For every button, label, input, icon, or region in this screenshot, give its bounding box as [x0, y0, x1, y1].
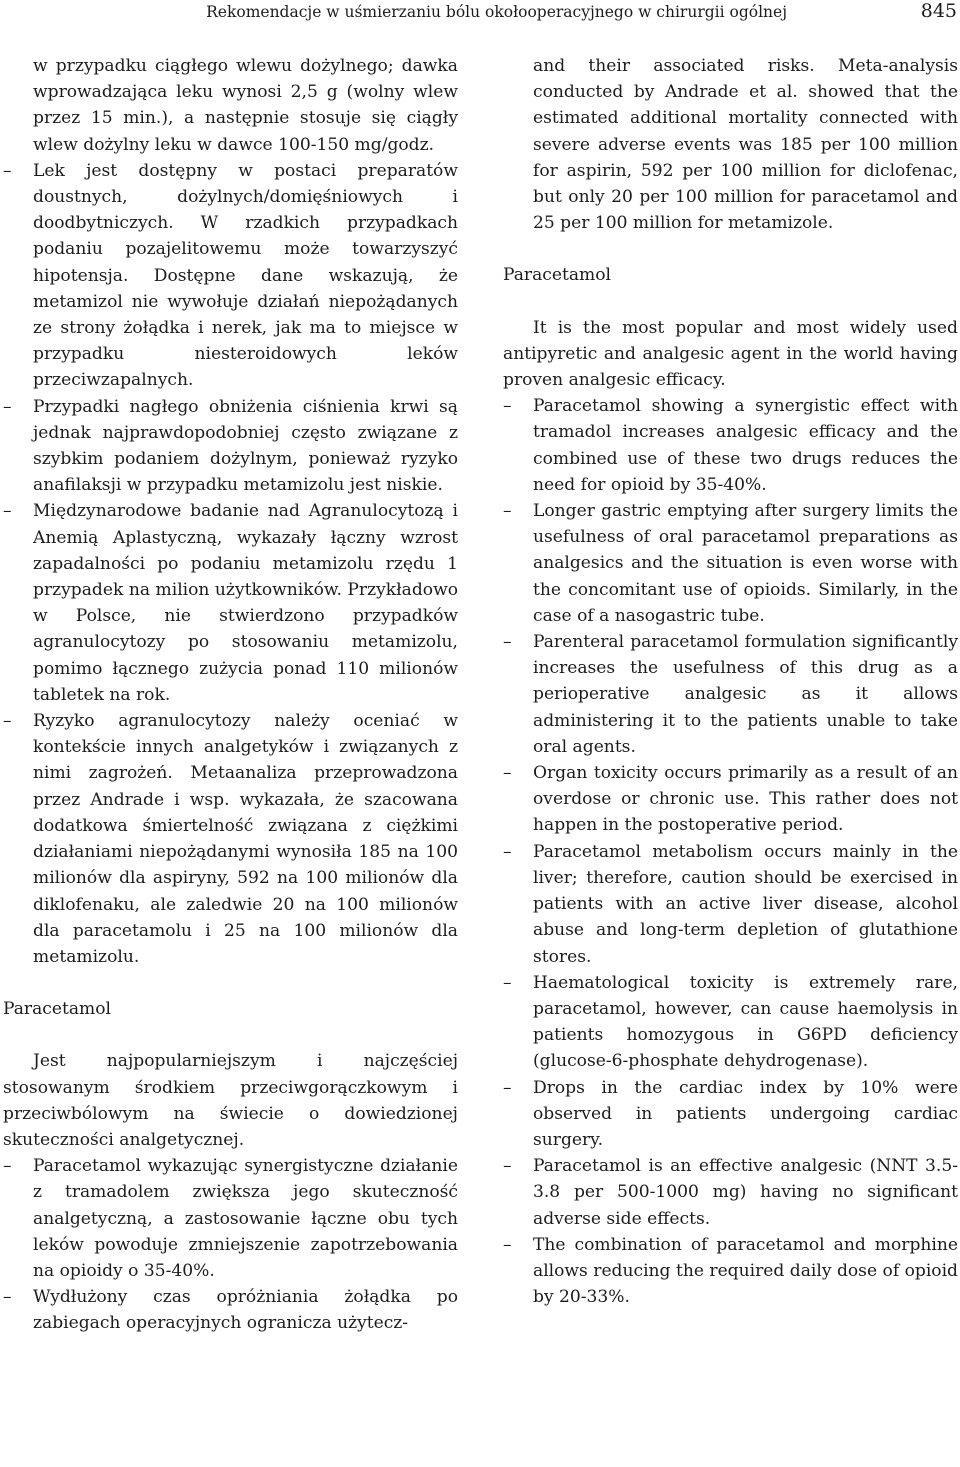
left-list-item: [3, 708, 458, 970]
left-intro-paragraph: Jest najpopularniejszym i najczęściej stosowanym środkiem przeciwgorączkowym i przeciwbólowym na świecie o dowiedzionej skuteczności analgetycznej.: [3, 1051, 458, 1150]
right-list-item: [503, 760, 958, 839]
dash-bullet: –: [503, 1156, 512, 1177]
dash-bullet: –: [3, 1156, 12, 1177]
right-list-item: [503, 1075, 958, 1154]
right-list-item: [503, 629, 958, 760]
right-list-item-text: Paracetamol showing a synergistic effect with tramadol increases analgesic efficacy and the combined use of these two drugs reduces the need for opioid by 35-40%.: [533, 396, 958, 495]
right-list-item: [503, 839, 958, 970]
dash-bullet: –: [3, 396, 12, 417]
left-list-item: [3, 394, 458, 499]
right-list-item-text: Haematological toxicity is extremely rare, paracetamol, however, can cause haemolysis in patients homozygous in G6PD deficiency (glucose-6-phosphate dehydrogenase).: [533, 972, 958, 1072]
dash-bullet: –: [503, 841, 512, 862]
dash-bullet: –: [3, 1287, 12, 1308]
dash-bullet: –: [503, 632, 512, 653]
dash-bullet: –: [3, 160, 12, 181]
page-header: [0, 0, 960, 26]
right-list-item-text: Paracetamol is an effective analgesic (NNT 3.5-3.8 per 500-1000 mg) having no significant adverse side effects.: [533, 1156, 958, 1229]
left-list-item: [3, 498, 458, 708]
right-intro-paragraph: It is the most popular and most widely used antipyretic and analgesic agent in the world having proven analgesic efficacy.: [503, 317, 958, 391]
left-list-item-text: Lek jest dostępny w postaci preparatów doustnych, dożylnych/domięśniowych i doodbytniczych. W rzadkich przypadkach podaniu pozajelitowemu może towarzyszyć hipotensja. Dostępne dane wskazują, że metamizol nie wywołuje działań niepożądanych ze strony żołądka i nerek, jak ma to miejsce w przypadku niesteroidowych leków przeciwzapalnych.: [33, 160, 458, 391]
right-list-item: [503, 393, 958, 498]
left-list-item-text: Paracetamol wykazując synergistyczne działanie z tramadolem zwiększa jego skuteczność analgetyczną, a zastosowanie łączne obu tych leków powoduje zmniejszenie zapotrzebowania na opioidy o 35-40%.: [33, 1156, 458, 1281]
right-list-item-text: Parenteral paracetamol formulation significantly increases the usefulness of this drug as a perioperative analgesic as it allows administering it to the patients unable to take oral agents.: [533, 632, 958, 757]
left-list-item: [3, 158, 458, 394]
left-list-item-text: Ryzyko agranulocytozy należy oceniać w kontekście innych analgetyków i związanych z nimi zagrożeń. Metaanaliza przeprowadzona przez Andrade i wsp. wykazała, że szacowana dodatkowa śmiertelność związana z ciężkimi działaniami niepożądanymi wynosiła 185 na 100 milionów dla aspiryny, 592 na 100 milionów dla diklofenaku, ale zaledwie 20 na 100 milionów dla paracetamolu i 25 na 100 milionów dla metamizolu.: [33, 711, 458, 967]
right-list-item-text: Organ toxicity occurs primarily as a result of an overdose or chronic use. This rather does not happen in the postoperative period.: [533, 763, 958, 836]
right-continuation-paragraph: and their associated risks. Meta-analysis conducted by Andrade et al. showed that the estimated additional mortality connected with severe adverse events was 185 per 100 million for aspirin, 592 per 100 million for diclofenac, but only 20 per 100 million for paracetamol and 25 per 100 million for metamizole.: [533, 56, 958, 234]
right-list-item: [503, 970, 958, 1075]
right-list-item-text: The combination of paracetamol and morphine allows reducing the required daily dose of opioid by 20-33%.: [533, 1234, 958, 1308]
right-list-item: [503, 498, 958, 629]
left-list-item-text: Wydłużony czas opróżniania żołądka po zabiegach operacyjnych ogranicza użytecz-: [33, 1287, 458, 1334]
left-list-item-text: Przypadki nagłego obniżenia ciśnienia krwi są jednak najprawdopodobniej często związane z szybkim podaniem dożylnym, ponieważ ryzyko anafilaksji w przypadku metamizolu jest niskie.: [33, 396, 458, 496]
running-title: Rekomendacje w uśmierzaniu bólu okołooperacyjnego w chirurgii ogólnej: [206, 3, 787, 21]
dash-bullet: –: [503, 396, 512, 417]
right-column: [503, 53, 958, 1310]
right-list-item: [503, 1153, 958, 1232]
right-list-item: [503, 1232, 958, 1311]
dash-bullet: –: [503, 501, 512, 522]
dash-bullet: –: [503, 1234, 512, 1255]
left-list-item: [3, 1284, 458, 1336]
left-list-item: [3, 1153, 458, 1284]
dash-bullet: –: [503, 972, 512, 993]
right-list-item-text: Longer gastric emptying after surgery limits the usefulness of oral paracetamol preparations as analgesics and the situation is even worse with the concomitant use of opioids. Similarly, in the case of a nasogastric tube.: [533, 501, 958, 626]
left-column: [3, 53, 458, 1337]
section-heading-paracetamol-pl: Paracetamol: [3, 999, 112, 1020]
section-heading-paracetamol-en: Paracetamol: [503, 265, 612, 286]
dash-bullet: –: [3, 501, 12, 522]
right-list-item-text: Drops in the cardiac index by 10% were observed in patients undergoing cardiac surgery.: [533, 1077, 958, 1150]
left-list-item-text: Międzynarodowe badanie nad Agranulocytozą i Anemią Aplastyczną, wykazały łączny wzrost zapadalności po podaniu metamizolu rzędu 1 przypadek na milion użytkowników. Przykładowo w Polsce, nie stwierdzono przypadków agranulocytozy po stosowaniu metamizolu, pomimo łącznego zużycia ponad 110 milionów tabletek na rok.: [33, 501, 458, 705]
dash-bullet: –: [503, 763, 512, 784]
right-list-item-text: Paracetamol metabolism occurs mainly in the liver; therefore, caution should be exercised in patients with an active liver disease, alcohol abuse and long-term depletion of glutathione stores.: [533, 841, 958, 967]
page-number: 845: [920, 0, 957, 22]
left-continuation-paragraph: w przypadku ciągłego wlewu dożylnego; dawka wprowadzająca leku wynosi 2,5 g (wolny wlew przez 15 min.), a następnie stosuje się ciągły wlew dożylny leku w dawce 100-150 mg/godz.: [33, 56, 458, 155]
dash-bullet: –: [503, 1077, 512, 1098]
dash-bullet: –: [3, 711, 12, 732]
